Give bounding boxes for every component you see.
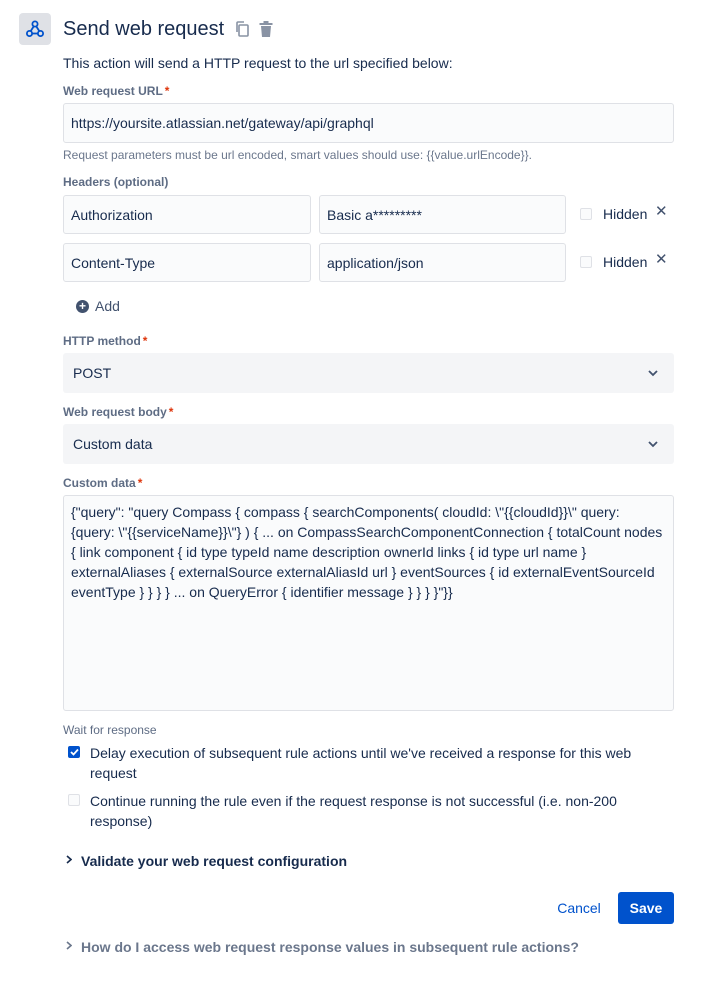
header-key-input[interactable]: Content-Type [63, 243, 311, 282]
header-hidden-checkbox[interactable]: Hidden [580, 254, 647, 270]
add-header-button[interactable]: + Add [76, 298, 120, 314]
remove-header-icon[interactable]: ✕ [655, 203, 668, 220]
url-label: Web request URL * [63, 84, 170, 98]
continue-on-error-checkbox[interactable] [68, 794, 80, 806]
chevron-down-icon [646, 437, 660, 451]
url-helper-text: Request parameters must be url encoded, smart values should use: {{value.urlEncode}}. [63, 148, 532, 162]
copy-icon[interactable] [233, 19, 251, 39]
delay-execution-option[interactable]: Delay execution of subsequent rule actions until we've received a response for this web request [68, 743, 675, 783]
page-title: Send web request [63, 18, 225, 40]
header-value-input[interactable]: Basic a********* [319, 195, 566, 234]
continue-on-error-option[interactable]: Continue running the rule even if the request response is not successful (i.e. non-200 response) [68, 791, 675, 831]
chevron-down-icon [646, 366, 660, 380]
save-button[interactable]: Save [618, 892, 674, 924]
trash-icon[interactable] [257, 19, 275, 39]
header-value-input[interactable]: application/json [319, 243, 566, 282]
http-method-label: HTTP method * [63, 334, 148, 348]
body-label: Web request body * [63, 405, 174, 419]
header-key-input[interactable]: Authorization [63, 195, 311, 234]
remove-header-icon[interactable]: ✕ [655, 251, 668, 268]
action-description: This action will send a HTTP request to the url specified below: [63, 55, 453, 71]
cancel-button[interactable]: Cancel [545, 892, 613, 924]
url-input[interactable]: https://yoursite.atlassian.net/gateway/api/graphql [63, 103, 674, 143]
body-type-select[interactable]: Custom data [63, 424, 674, 464]
chevron-right-icon [66, 941, 72, 953]
headers-label: Headers (optional) [63, 175, 169, 189]
delay-execution-checkbox[interactable] [68, 746, 80, 758]
validate-config-expander[interactable]: Validate your web request configuration [66, 853, 347, 869]
chevron-right-icon [66, 855, 72, 867]
response-values-help-expander[interactable]: How do I access web request response values in subsequent rule actions? [66, 939, 579, 955]
custom-data-label: Custom data * [63, 476, 143, 490]
wait-for-response-label: Wait for response [63, 723, 157, 737]
webhook-icon [19, 13, 51, 45]
header-hidden-checkbox[interactable]: Hidden [580, 206, 647, 222]
http-method-select[interactable]: POST [63, 353, 674, 393]
plus-circle-icon: + [76, 300, 89, 313]
custom-data-textarea[interactable]: {"query": "query Compass { compass { searchComponents( cloudId: \"{{cloudId}}\" query: {query: \"{{serviceName}}\"} ) { ... on CompassSearchComponentConnection { totalCount nodes { link component { id type typeId name description ownerId links { id type url name } externalAliases { externalSource externalAliasId url } eventSources { id externalEventSourceId eventType } } } } ... on QueryError { identifier message } } } }"}} [63, 495, 674, 711]
